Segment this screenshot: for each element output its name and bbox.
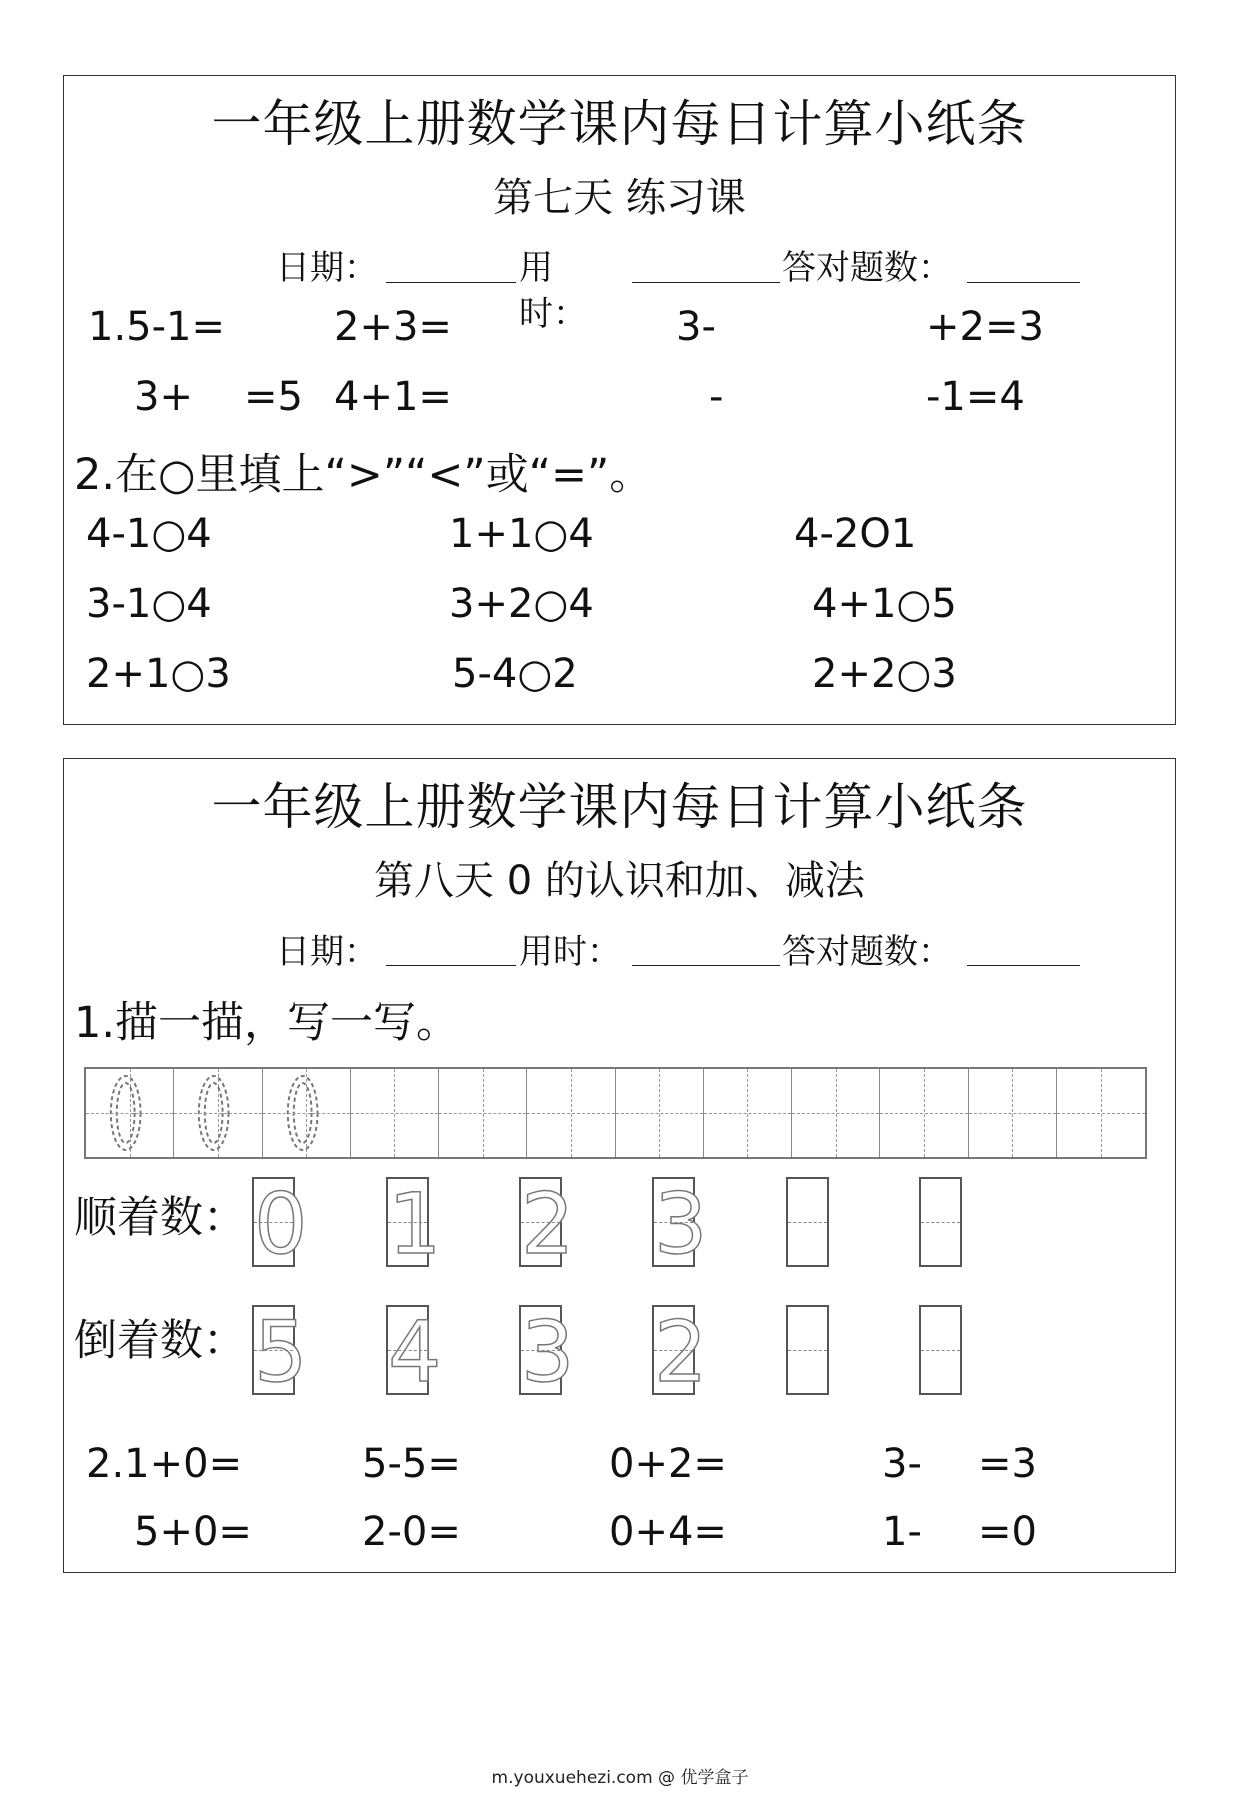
write-cell[interactable]: [704, 1069, 792, 1157]
count-up-digit: 1: [388, 1175, 442, 1273]
compare-3-3: 2+2○3: [812, 651, 957, 697]
compare-2-3: 4+1○5: [812, 581, 957, 627]
problem-1-4b: =3: [978, 1441, 1037, 1487]
trace-cell-zero[interactable]: [263, 1069, 351, 1157]
count-down-box[interactable]: [252, 1303, 308, 1401]
problem-1-4a: 3-: [882, 1441, 922, 1487]
section-2-heading: 2.在○里填上“>”“<”或“=”。: [74, 450, 653, 500]
problem-1-1: 2.1+0=: [86, 1441, 243, 1487]
problem-2-2: 2-0=: [362, 1509, 461, 1555]
count-up-digit: [788, 1179, 827, 1265]
date-label: 日期：: [276, 932, 378, 972]
write-cell[interactable]: [969, 1069, 1057, 1157]
problem-2-2: 4+1=: [334, 374, 452, 420]
count-up-digit: 3: [654, 1175, 708, 1273]
problem-2-3: 0+4=: [609, 1509, 727, 1555]
count-down-box[interactable]: [519, 1303, 575, 1401]
problem-1-4: +2=3: [926, 304, 1044, 350]
count-up-box[interactable]: [919, 1177, 962, 1267]
score-blank: [967, 246, 1080, 283]
write-cell[interactable]: [439, 1069, 527, 1157]
score-blank: [967, 929, 1080, 966]
card-subtitle: 第七天 练习课: [493, 175, 746, 221]
counting-up-label: 顺着数：: [74, 1193, 246, 1243]
count-down-digit: 3: [521, 1303, 575, 1401]
date-blank: [386, 929, 516, 966]
count-up-box[interactable]: [652, 1175, 708, 1273]
count-down-digit: [788, 1307, 827, 1393]
problem-2-1b: =5: [244, 374, 303, 420]
write-cell[interactable]: [880, 1069, 968, 1157]
time-label-line2: 时：: [519, 294, 587, 334]
write-cell[interactable]: [351, 1069, 439, 1157]
count-down-box[interactable]: [919, 1305, 962, 1395]
problem-1-3: 0+2=: [609, 1441, 727, 1487]
count-down-box[interactable]: [386, 1303, 442, 1401]
problem-1-1: 1.5-1=: [88, 304, 226, 350]
compare-3-1: 2+1○3: [86, 651, 231, 697]
date-label: 日期：: [276, 248, 378, 288]
trace-cell-zero[interactable]: [86, 1069, 174, 1157]
compare-2-2: 3+2○4: [449, 581, 594, 627]
problem-2-4a: 1-: [882, 1509, 922, 1555]
count-down-digit: 5: [254, 1303, 308, 1401]
time-blank: [632, 929, 780, 966]
problem-2-4b: =0: [978, 1509, 1037, 1555]
problem-2-1: 5+0=: [134, 1509, 252, 1555]
counting-down-label: 倒着数：: [74, 1316, 246, 1366]
count-up-box[interactable]: [386, 1175, 442, 1273]
problem-1-3: 3-: [676, 304, 716, 350]
section-1-heading: 1.描一描，写一写。: [74, 998, 460, 1048]
tracing-grid: [84, 1067, 1147, 1159]
count-up-digit: 2: [521, 1175, 575, 1273]
write-cell[interactable]: [1057, 1069, 1145, 1157]
card-title: 一年级上册数学课内每日计算小纸条: [211, 778, 1028, 836]
write-cell[interactable]: [527, 1069, 615, 1157]
footer-watermark: m.youxuehezi.com @ 优学盒子: [491, 1768, 749, 1788]
problem-1-2: 2+3=: [334, 304, 452, 350]
count-down-digit: 4: [388, 1303, 442, 1401]
count-down-digit: 2: [654, 1303, 708, 1401]
worksheet-card-day8: [63, 758, 1176, 1573]
count-down-digit: [921, 1307, 960, 1393]
time-blank: [632, 246, 780, 283]
worksheet-card-day7: [63, 75, 1176, 725]
time-label: 用时：: [519, 932, 621, 972]
trace-cell-zero[interactable]: [174, 1069, 262, 1157]
count-up-box[interactable]: [519, 1175, 575, 1273]
count-up-box[interactable]: [252, 1175, 308, 1273]
count-up-digit: [921, 1179, 960, 1265]
compare-2-1: 3-1○4: [86, 581, 212, 627]
count-down-box[interactable]: [786, 1305, 829, 1395]
count-up-digit: 0: [254, 1175, 308, 1273]
problem-2-4: -1=4: [926, 374, 1025, 420]
compare-1-1: 4-1○4: [86, 511, 212, 557]
write-cell[interactable]: [792, 1069, 880, 1157]
date-blank: [386, 246, 516, 283]
problem-2-1a: 3+: [134, 374, 193, 420]
card-title: 一年级上册数学课内每日计算小纸条: [211, 95, 1028, 153]
compare-3-2: 5-4○2: [452, 651, 578, 697]
card-subtitle: 第八天 0 的认识和加、减法: [374, 858, 865, 904]
time-label-line1: 用: [519, 248, 553, 288]
count-up-box[interactable]: [786, 1177, 829, 1267]
problem-2-3: -: [709, 374, 724, 420]
problem-1-2: 5-5=: [362, 1441, 461, 1487]
compare-1-3: 4-2O1: [794, 511, 917, 557]
compare-1-2: 1+1○4: [449, 511, 594, 557]
score-label: 答对题数：: [782, 932, 952, 972]
count-down-box[interactable]: [652, 1303, 708, 1401]
write-cell[interactable]: [616, 1069, 704, 1157]
score-label: 答对题数：: [782, 248, 952, 288]
